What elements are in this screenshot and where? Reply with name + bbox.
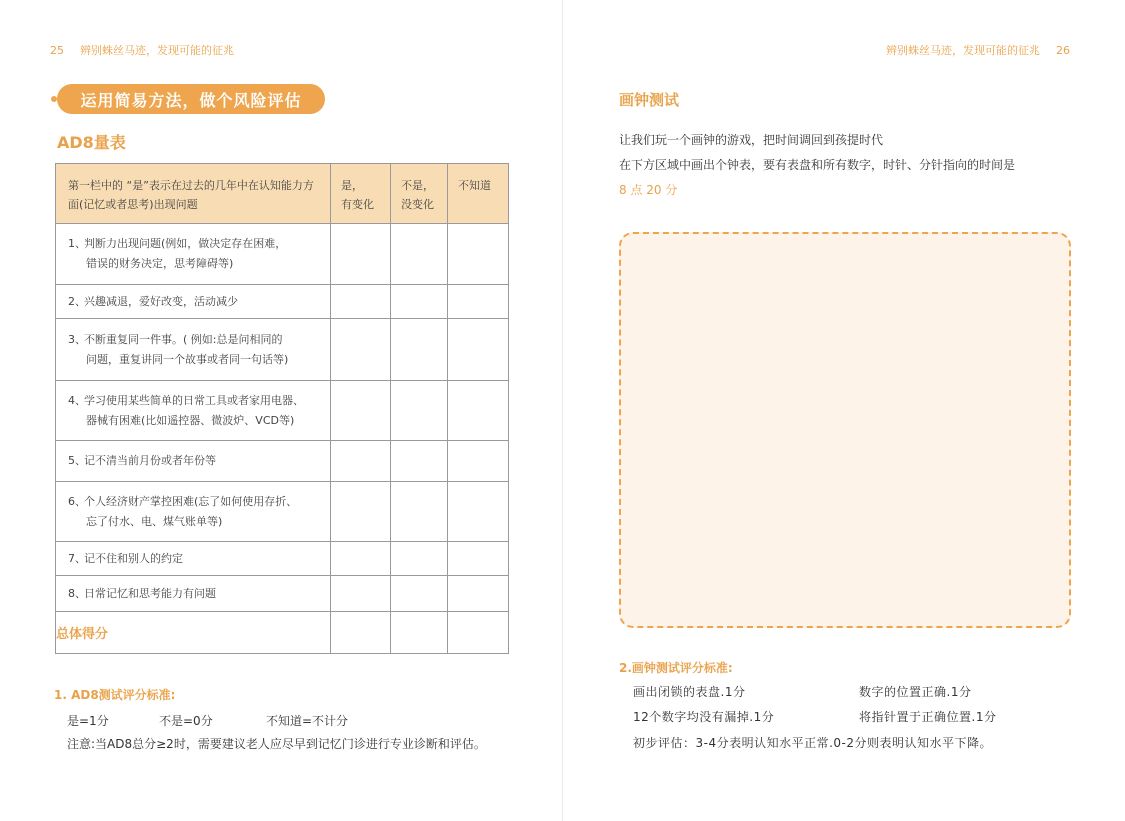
table-row: [56, 482, 509, 542]
total-yes-cell[interactable]: [331, 612, 391, 654]
question-cell: [56, 381, 331, 441]
right-page: [563, 0, 1125, 821]
answer-no-cell[interactable]: [391, 319, 448, 381]
clock-drawing-area[interactable]: [619, 232, 1071, 628]
answer-yes-cell[interactable]: [331, 482, 391, 542]
criteria-unknown: 不知道=不计分: [266, 714, 349, 728]
header-yes: 是， 有变化: [331, 164, 391, 224]
table-row: [56, 381, 509, 441]
right-running-head: [886, 42, 1070, 58]
table-header-row: [56, 164, 509, 224]
criteria-yes: 是=1分: [67, 714, 109, 728]
ad8-criteria-title: 1. AD8测试评分标准:: [54, 688, 176, 702]
answer-unknown-cell[interactable]: [448, 576, 509, 612]
question-number: 7、: [68, 551, 86, 565]
question-cell: [56, 542, 331, 576]
section-banner: [57, 84, 325, 114]
table-row: [56, 542, 509, 576]
question-number: 8、: [68, 586, 86, 600]
question-number: 2、: [68, 294, 86, 308]
banner-dot: [51, 96, 57, 102]
ad8-note: 注意:当AD8总分≥2时，需要建议老人应尽早到记忆门诊进行专业诊断和评估。: [67, 737, 486, 751]
answer-no-cell[interactable]: [391, 285, 448, 319]
question-number: 6、: [68, 494, 86, 508]
clock-criteria-item: 画出闭锁的表盘.1分: [633, 685, 746, 699]
answer-no-cell[interactable]: [391, 224, 448, 285]
question-text-continued: 忘了付水、电、煤气账单等): [86, 514, 223, 528]
table-row: [56, 576, 509, 612]
question-cell: [56, 319, 331, 381]
answer-yes-cell[interactable]: [331, 319, 391, 381]
instruction-line-2: 在下方区域中画出个钟表，要有表盘和所有数字，时针、分针指向的时间是: [619, 158, 1016, 172]
clock-criteria-item: 数字的位置正确.1分: [859, 685, 972, 699]
instruction-line-1: 让我们玩一个画钟的游戏，把时间调回到孩提时代: [619, 133, 884, 147]
answer-yes-cell[interactable]: [331, 285, 391, 319]
question-cell: [56, 285, 331, 319]
answer-unknown-cell[interactable]: [448, 381, 509, 441]
right-page-number: 26: [1056, 44, 1070, 57]
left-page-number: 25: [50, 44, 64, 57]
question-text: 记不住和别人的约定: [84, 551, 183, 565]
clock-test-title: 画钟测试: [619, 91, 680, 109]
right-running-title: 辨别蛛丝马迹，发现可能的征兆: [886, 44, 1040, 57]
answer-yes-cell[interactable]: [331, 576, 391, 612]
answer-no-cell[interactable]: [391, 441, 448, 482]
clock-criteria-summary: 初步评估：3-4分表明认知水平正常.0-2分则表明认知水平下降。: [633, 736, 993, 750]
left-running-title: 辨别蛛丝马迹，发现可能的征兆: [80, 44, 234, 57]
question-text-continued: 错误的财务决定，思考障碍等): [86, 257, 234, 270]
question-cell: [56, 441, 331, 482]
question-text: 不断重复同一件事。( 例如:总是问相同的: [84, 332, 283, 346]
question-text-continued: 器械有困难(比如遥控器、微波炉、VCD等): [86, 413, 295, 427]
header-unknown: 不知道: [448, 164, 509, 224]
question-text: 个人经济财产掌控困难(忘了如何使用存折、: [84, 494, 298, 508]
question-number: 5、: [68, 454, 86, 467]
answer-unknown-cell[interactable]: [448, 285, 509, 319]
answer-no-cell[interactable]: [391, 576, 448, 612]
question-cell: [56, 224, 331, 285]
clock-criteria-item: 将指针置于正确位置.1分: [859, 710, 997, 724]
question-cell: [56, 482, 331, 542]
question-number: 4、: [68, 393, 86, 407]
clock-criteria-title: 2.画钟测试评分标准:: [619, 661, 733, 675]
question-text: 判断力出现问题(例如，做决定存在困难，: [84, 237, 287, 250]
ad8-scale-title: AD8量表: [57, 133, 126, 152]
answer-unknown-cell[interactable]: [448, 319, 509, 381]
criteria-no: 不是=0分: [159, 714, 213, 728]
answer-unknown-cell[interactable]: [448, 441, 509, 482]
table-row: [56, 285, 509, 319]
answer-no-cell[interactable]: [391, 542, 448, 576]
question-text: 记不清当前月份或者年份等: [84, 454, 216, 467]
answer-yes-cell[interactable]: [331, 224, 391, 285]
question-text-continued: 问题，重复讲同一个故事或者同一句话等): [86, 352, 289, 366]
instruction-time: 8 点 20 分: [619, 183, 678, 197]
answer-unknown-cell[interactable]: [448, 542, 509, 576]
answer-yes-cell[interactable]: [331, 441, 391, 482]
question-cell: [56, 576, 331, 612]
header-question: 第一栏中的 “是”表示在过去的几年中在认知能力方面(记忆或者思考)出现问题: [56, 164, 331, 224]
question-number: 3、: [68, 332, 86, 346]
answer-yes-cell[interactable]: [331, 381, 391, 441]
table-row: [56, 224, 509, 285]
left-running-head: [50, 42, 234, 58]
answer-no-cell[interactable]: [391, 381, 448, 441]
question-text: 学习使用某些简单的日常工具或者家用电器、: [84, 393, 304, 407]
total-unknown-cell[interactable]: [448, 612, 509, 654]
table-row: [56, 441, 509, 482]
answer-unknown-cell[interactable]: [448, 482, 509, 542]
ad8-criteria-scores: [67, 712, 348, 729]
question-number: 1、: [68, 237, 86, 250]
total-no-cell[interactable]: [391, 612, 448, 654]
question-text: 兴趣减退，爱好改变，活动减少: [84, 294, 238, 308]
total-row: [56, 612, 509, 654]
left-page: [0, 0, 562, 821]
question-text: 日常记忆和思考能力有问题: [84, 586, 216, 600]
answer-no-cell[interactable]: [391, 482, 448, 542]
section-banner-text: 运用简易方法，做个风险评估: [80, 90, 302, 110]
header-no: 不是， 没变化: [391, 164, 448, 224]
answer-yes-cell[interactable]: [331, 542, 391, 576]
total-score-label: 总体得分: [56, 612, 331, 654]
table-row: [56, 319, 509, 381]
ad8-table: [55, 163, 509, 654]
clock-criteria-item: 12个数字均没有漏掉.1分: [633, 710, 775, 724]
answer-unknown-cell[interactable]: [448, 224, 509, 285]
